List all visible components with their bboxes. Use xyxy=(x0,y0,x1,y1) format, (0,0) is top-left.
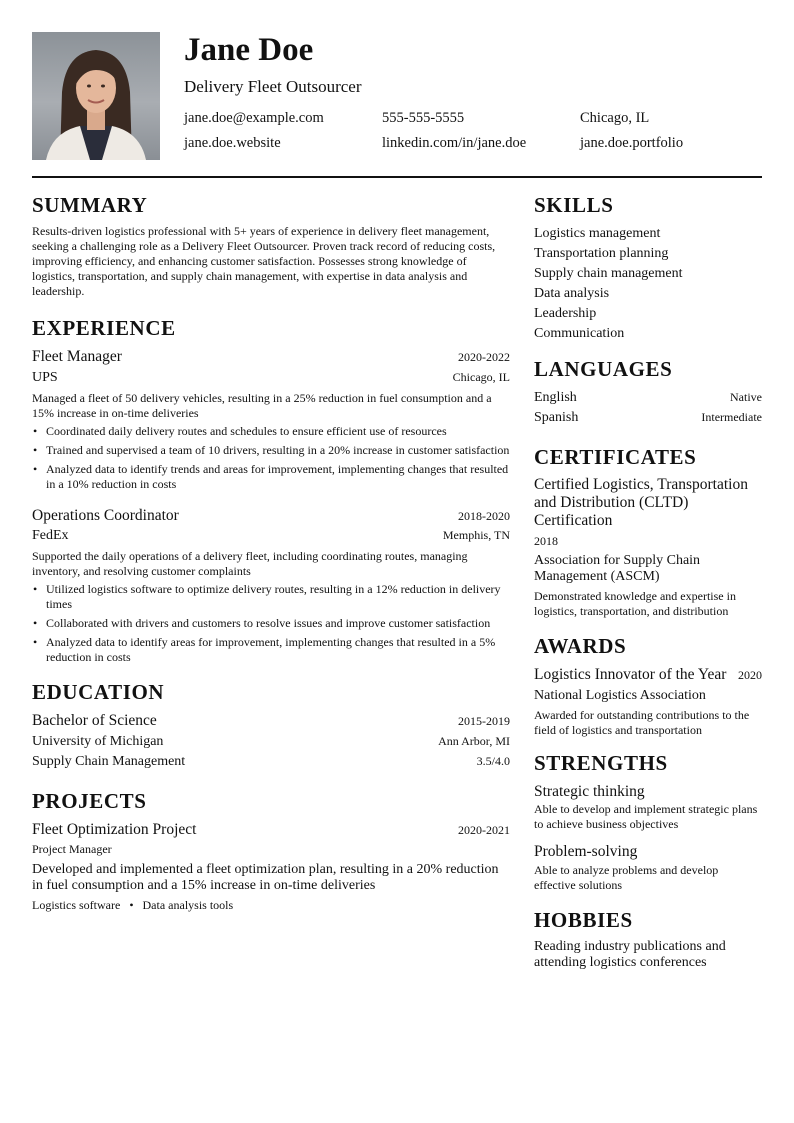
strengths-section xyxy=(534,750,762,893)
skill-item: Leadership xyxy=(534,306,597,321)
hobbies-heading: HOBBIES xyxy=(534,907,633,932)
project-tool-separator: • xyxy=(129,898,134,912)
education-school: University of Michigan xyxy=(32,733,164,749)
education-gpa: 3.5/4.0 xyxy=(476,753,510,768)
education-heading: EDUCATION xyxy=(32,680,165,704)
project-role: Project Manager xyxy=(32,842,112,856)
award-name: Logistics Innovator of the Year xyxy=(534,666,727,683)
certificate-year: 2018 xyxy=(534,534,558,548)
skills-section xyxy=(534,192,762,344)
profile-photo xyxy=(32,32,160,160)
summary-heading: SUMMARY xyxy=(32,193,148,217)
job-location: Chicago, IL xyxy=(452,369,510,384)
skill-item: Supply chain management xyxy=(534,266,683,281)
job-entry xyxy=(32,506,510,666)
certificate-name: Association for Supply Chain Management (ASCM) xyxy=(534,553,701,584)
skill-item: Communication xyxy=(534,326,625,341)
skills-heading: SKILLS xyxy=(534,193,614,217)
languages-section xyxy=(534,356,762,428)
projects-section xyxy=(32,788,510,914)
right-column xyxy=(534,192,762,971)
language-name: English xyxy=(534,390,577,405)
skill-item: Transportation planning xyxy=(534,246,669,261)
job-bullet: • Coordinated daily delivery routes and schedules to ensure efficient use of resources xyxy=(32,424,510,439)
strength-name: Problem-solving xyxy=(534,843,638,860)
job-bullets xyxy=(32,424,510,492)
hobbies-text: Reading industry publications and attending logistics conferences xyxy=(534,938,726,970)
certificate-description: Demonstrated knowledge and expertise in logistics, transportation, and distribution xyxy=(534,589,736,618)
job-dates: 2020-2022 xyxy=(458,350,510,364)
job-role: Fleet Manager xyxy=(32,348,122,365)
languages-heading: LANGUAGES xyxy=(534,357,673,381)
education-degree: Bachelor of Science xyxy=(32,712,157,729)
projects-heading: PROJECTS xyxy=(32,788,147,813)
project-tool: Logistics software xyxy=(32,898,121,912)
strength-description: Able to analyze problems and develop effective solutions xyxy=(534,862,719,892)
contact-linkedin[interactable]: linkedin.com/in/jane.doe xyxy=(382,135,527,151)
job-bullets xyxy=(32,582,510,665)
job-bullet: • Collaborated with drivers and customers to resolve issues and improve customer satisfaction xyxy=(32,616,510,631)
candidate-name: Jane Doe xyxy=(184,32,314,68)
awards-heading: AWARDS xyxy=(534,634,627,658)
project-tool: Data analysis tools xyxy=(142,898,234,912)
job-location: Memphis, TN xyxy=(442,528,510,542)
contact-email[interactable]: jane.doe@example.com xyxy=(184,110,324,126)
skill-item: Data analysis xyxy=(534,286,610,301)
job-entry xyxy=(32,347,510,492)
education-field: Supply Chain Management xyxy=(32,753,186,769)
certificate-name: Certified Logistics, Transportation and Distribution (CLTD) Certification xyxy=(534,476,748,529)
summary-text: Results-driven logistics professional with 5+ years of experience in delivery fleet management, seeking a challenging role as a Delivery Fleet Outsourcer. Proven track record of reducing costs, improving efficiency, and enhancing customer satisfaction. Possesses strong knowledge of logistics, transportation, and supply chain management, with expertise in data analysis and leadership. xyxy=(32,224,496,298)
project-tools xyxy=(32,898,510,913)
language-level: Native xyxy=(730,390,762,404)
education-section xyxy=(32,679,510,772)
job-role: Operations Coordinator xyxy=(32,506,179,524)
project-name: Fleet Optimization Project xyxy=(32,820,197,838)
job-bullet: • Trained and supervised a team of 10 drivers, resulting in a 20% increase in customer satisfaction xyxy=(32,443,510,458)
education-dates: 2015-2019 xyxy=(458,714,510,728)
language-level: Intermediate xyxy=(701,410,762,424)
awards-section xyxy=(534,633,762,738)
skill-item: Logistics management xyxy=(534,226,661,241)
job-description: Supported the daily operations of a delivery fleet, including coordinating routes, managing inventory, and resolving customer complaints xyxy=(32,549,468,578)
project-dates: 2020-2021 xyxy=(458,822,510,837)
certificates-section xyxy=(534,444,762,619)
job-description: Managed a fleet of 50 delivery vehicles, resulting in a 25% reduction in fuel consumption and a 15% increase in on-time deliveries xyxy=(32,390,492,420)
job-company: UPS xyxy=(32,369,58,385)
header-divider xyxy=(32,176,762,178)
project-description: Developed and implemented a fleet optimization plan, resulting in a 20% reduction in fuel consumption and a 15% increase in on-time deliveries xyxy=(32,862,499,893)
job-company: FedEx xyxy=(32,528,69,543)
contact-portfolio[interactable]: jane.doe.portfolio xyxy=(580,135,684,151)
hobbies-section xyxy=(534,907,762,971)
left-column xyxy=(32,192,510,913)
contact-location: Chicago, IL xyxy=(580,110,650,126)
job-bullet: • Analyzed data to identify trends and areas for improvement, implementing changes that resulted in a 10% reduction in costs xyxy=(32,462,510,492)
summary-section xyxy=(32,192,510,299)
award-description: Awarded for outstanding contributions to the field of logistics and transportation xyxy=(534,707,750,737)
education-location: Ann Arbor, MI xyxy=(438,733,510,748)
job-bullet: • Utilized logistics software to optimize delivery routes, resulting in a 12% reduction in delivery times xyxy=(32,582,510,612)
experience-section xyxy=(32,315,510,665)
strength-name: Strategic thinking xyxy=(534,782,645,800)
strengths-heading: STRENGTHS xyxy=(534,750,668,775)
certificates-heading: CERTIFICATES xyxy=(534,445,697,469)
experience-heading: EXPERIENCE xyxy=(32,316,176,340)
contact-website[interactable]: jane.doe.website xyxy=(184,135,281,151)
job-dates: 2018-2020 xyxy=(458,508,510,523)
strength-description: Able to develop and implement strategic plans to achieve business objectives xyxy=(534,802,758,831)
contact-phone[interactable]: 555-555-5555 xyxy=(382,110,465,126)
job-title: Delivery Fleet Outsourcer xyxy=(184,77,362,96)
profile-photo-illustration xyxy=(32,32,160,160)
award-organization: National Logistics Association xyxy=(534,687,706,703)
job-bullet: • Analyzed data to identify areas for improvement, implementing changes that resulted in a 5% reduction in costs xyxy=(32,635,510,665)
award-year: 2020 xyxy=(738,668,762,682)
language-name: Spanish xyxy=(534,410,579,425)
